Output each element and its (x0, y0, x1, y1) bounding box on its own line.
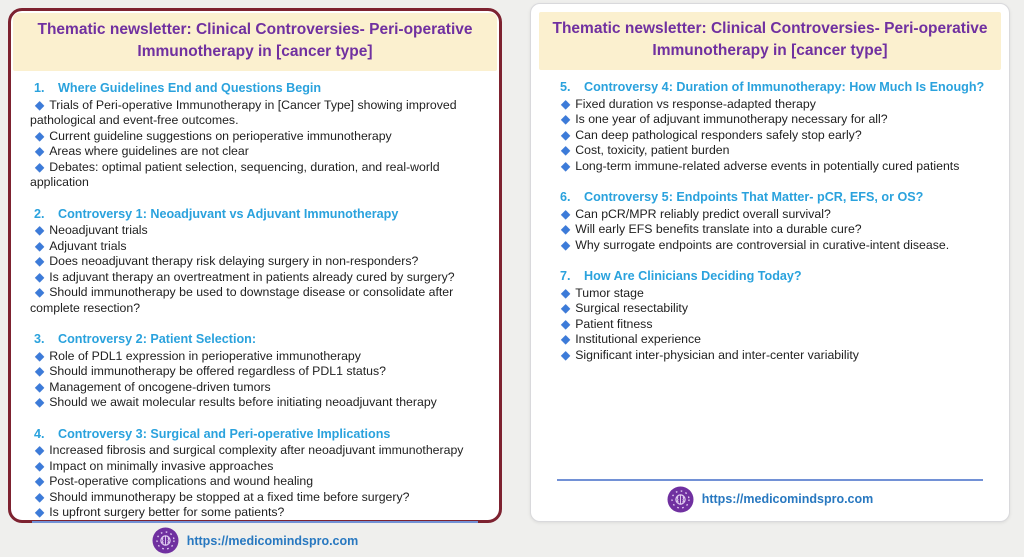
bullet-text: Why surrogate endpoints are controversial in curative-intent disease. (575, 237, 950, 252)
bullet-text: Patient fitness (575, 316, 653, 331)
bullet-text: Current guideline suggestions on perioperative immunotherapy (49, 128, 392, 143)
brain-logo-icon (667, 486, 694, 513)
bullet-item (556, 112, 987, 128)
bullet-text: Cost, toxicity, patient burden (575, 143, 730, 157)
diamond-bullet-icon: ◆ (561, 332, 571, 346)
diamond-bullet-icon: ◆ (35, 489, 45, 504)
bullet-item (556, 348, 987, 364)
footer-brand-row (13, 527, 497, 555)
diamond-bullet-icon: ◆ (561, 143, 571, 157)
page-1-title-line-2: Immunotherapy in [cancer type] (137, 43, 373, 60)
section-title: Controversy 5: Endpoints That Matter- pCR, EFS, or OS? (584, 190, 924, 204)
bullet-item (30, 98, 483, 129)
section-number: 2. (34, 206, 45, 221)
bullet-text: Can deep pathological responders safely stop early? (575, 127, 862, 142)
diamond-bullet-icon: ◆ (35, 458, 45, 473)
bullet-item (556, 207, 987, 223)
newsletter-page-2 (530, 3, 1010, 522)
diamond-bullet-icon: ◆ (35, 269, 45, 284)
diamond-bullet-icon: ◆ (35, 443, 45, 457)
bullet-text: Impact on minimally invasive approaches (49, 458, 274, 473)
bullet-text: Tumor stage (575, 285, 644, 300)
diamond-bullet-icon: ◆ (35, 128, 45, 143)
section-heading (556, 190, 987, 206)
bullet-item (30, 459, 483, 475)
bullet-item (30, 443, 483, 459)
bullet-text: Should we await molecular results before initiating neoadjuvant therapy (49, 395, 437, 409)
section-number: 4. (34, 426, 45, 441)
bullet-text: Institutional experience (575, 332, 702, 346)
diamond-bullet-icon: ◆ (35, 144, 45, 158)
bullet-item (556, 128, 987, 144)
bullet-item (556, 222, 987, 238)
bullet-item (30, 349, 483, 365)
page-2-title-line-2: Immunotherapy in [cancer type] (652, 42, 888, 59)
bullet-text: Should immunotherapy be offered regardless of PDL1 status? (49, 364, 387, 378)
bullet-item (30, 160, 483, 191)
page-2-title (549, 18, 991, 62)
bullet-text: Neoadjuvant trials (49, 223, 148, 237)
bullet-text: Trials of Peri-operative Immunotherapy in [Cancer Type] showing improved pathological and event-free outcomes. (30, 97, 457, 127)
newsletter-section (30, 332, 483, 411)
bullet-item (30, 239, 483, 255)
section-number: 3. (34, 332, 45, 346)
bullet-item (556, 97, 987, 113)
section-heading (30, 332, 483, 348)
bullet-text: Surgical resectability (575, 301, 689, 315)
section-heading (30, 427, 483, 443)
section-heading (556, 269, 987, 285)
section-title: Controversy 1: Neoadjuvant vs Adjuvant Immunotherapy (58, 206, 399, 221)
section-title: Controversy 2: Patient Selection: (58, 332, 257, 346)
diamond-bullet-icon: ◆ (35, 285, 45, 299)
newsletter-page-1 (8, 8, 502, 548)
newsletter-section (556, 190, 987, 253)
diamond-bullet-icon: ◆ (561, 301, 571, 315)
bullet-item (556, 317, 987, 333)
bullet-text: Is one year of adjuvant immunotherapy necessary for all? (575, 112, 888, 126)
footer-divider-line (32, 521, 477, 523)
diamond-bullet-icon: ◆ (561, 237, 571, 252)
newsletter-section (556, 269, 987, 363)
bullet-text: Areas where guidelines are not clear (49, 144, 249, 158)
bullet-text: Increased fibrosis and surgical complexity after neoadjuvant immunotherapy (49, 443, 464, 457)
bullet-text: Is adjuvant therapy an overtreatment in patients already cured by surgery? (49, 269, 455, 284)
bullet-text: Fixed duration vs response-adapted therapy (575, 96, 816, 111)
bullet-text: Role of PDL1 expression in perioperative immunotherapy (49, 348, 361, 363)
bullet-text: Can pCR/MPR reliably predict overall survival? (575, 206, 831, 221)
page-1-header-band (13, 13, 497, 71)
diamond-bullet-icon: ◆ (561, 285, 571, 300)
footer-url-link[interactable]: https://medicomindspro.com (186, 533, 359, 548)
bullet-item (556, 332, 987, 348)
bullet-item (556, 159, 987, 175)
bullet-item (556, 301, 987, 317)
newsletter-section (30, 207, 483, 317)
page-2-title-line-1: Thematic newsletter: Clinical Controversies- Peri-operative (552, 20, 988, 37)
bullet-item (30, 223, 483, 239)
diamond-bullet-icon: ◆ (35, 97, 45, 112)
diamond-bullet-icon: ◆ (35, 159, 45, 174)
bullet-text: Does neoadjuvant therapy risk delaying surgery in non-responders? (49, 254, 419, 268)
bullet-item (30, 270, 483, 286)
section-number: 6. (560, 190, 571, 204)
diamond-bullet-icon: ◆ (561, 158, 571, 173)
bullet-text: Should immunotherapy be stopped at a fixed time before surgery? (49, 489, 410, 504)
bullet-text: Is upfront surgery better for some patients? (49, 505, 285, 519)
diamond-bullet-icon: ◆ (35, 238, 45, 253)
diamond-bullet-icon: ◆ (35, 395, 45, 409)
footer-divider-line (557, 479, 982, 481)
bullet-text: Should immunotherapy be used to downstage disease or consolidate after complete resection? (30, 285, 454, 315)
diamond-bullet-icon: ◆ (35, 364, 45, 378)
bullet-item (556, 286, 987, 302)
bullet-text: Management of oncogene-driven tumors (49, 379, 271, 394)
bullet-text: Will early EFS benefits translate into a durable cure? (575, 222, 862, 236)
diamond-bullet-icon: ◆ (561, 222, 571, 236)
diamond-bullet-icon: ◆ (35, 223, 45, 237)
section-number: 1. (34, 81, 45, 95)
diamond-bullet-icon: ◆ (561, 206, 571, 221)
page-2-footer (539, 479, 1001, 515)
diamond-bullet-icon: ◆ (35, 348, 45, 363)
bullet-item (556, 143, 987, 159)
section-title: Controversy 3: Surgical and Peri-operative Implications (58, 426, 391, 441)
page-1-title-line-1: Thematic newsletter: Clinical Controversies- Peri-operative (37, 21, 473, 38)
bullet-item (556, 238, 987, 254)
bullet-item (30, 395, 483, 411)
diamond-bullet-icon: ◆ (561, 112, 571, 126)
diamond-bullet-icon: ◆ (35, 379, 45, 394)
bullet-text: Adjuvant trials (49, 238, 127, 253)
diamond-bullet-icon: ◆ (561, 127, 571, 142)
bullet-text: Long-term immune-related adverse events in potentially cured patients (575, 158, 960, 173)
section-title: Controversy 4: Duration of Immunotherapy: How Much Is Enough? (584, 80, 985, 94)
bullet-item (30, 490, 483, 506)
diamond-bullet-icon: ◆ (35, 505, 45, 519)
page-1-title (23, 19, 487, 63)
brain-logo-icon (152, 527, 179, 554)
section-title: Where Guidelines End and Questions Begin (58, 81, 322, 95)
bullet-item (30, 380, 483, 396)
diamond-bullet-icon: ◆ (35, 474, 45, 488)
diamond-bullet-icon: ◆ (561, 316, 571, 331)
bullet-item (30, 254, 483, 270)
footer-url-link[interactable]: https://medicomindspro.com (701, 492, 874, 506)
section-title: How Are Clinicians Deciding Today? (584, 269, 802, 283)
page-2-header-band (539, 12, 1001, 70)
newsletter-section (30, 427, 483, 521)
newsletter-section (556, 80, 987, 174)
diamond-bullet-icon: ◆ (561, 347, 571, 362)
section-heading (556, 80, 987, 96)
bullet-item (30, 505, 483, 521)
bullet-text: Post-operative complications and wound healing (49, 474, 314, 488)
bullet-item (30, 144, 483, 160)
page-1-footer (13, 521, 497, 557)
bullet-item (30, 364, 483, 380)
bullet-text: Debates: optimal patient selection, sequencing, duration, and real-world application (30, 159, 440, 189)
diamond-bullet-icon: ◆ (561, 96, 571, 111)
diamond-bullet-icon: ◆ (35, 254, 45, 268)
bullet-item (30, 285, 483, 316)
newsletter-section (30, 81, 483, 191)
section-heading (30, 207, 483, 223)
footer-brand-row (539, 485, 1001, 513)
page-2-body (539, 70, 1001, 479)
bullet-text: Significant inter-physician and inter-center variability (575, 347, 859, 362)
section-number: 7. (560, 269, 571, 283)
section-number: 5. (560, 80, 571, 94)
bullet-item (30, 129, 483, 145)
section-heading (30, 81, 483, 97)
bullet-item (30, 474, 483, 490)
page-1-body (13, 71, 497, 521)
